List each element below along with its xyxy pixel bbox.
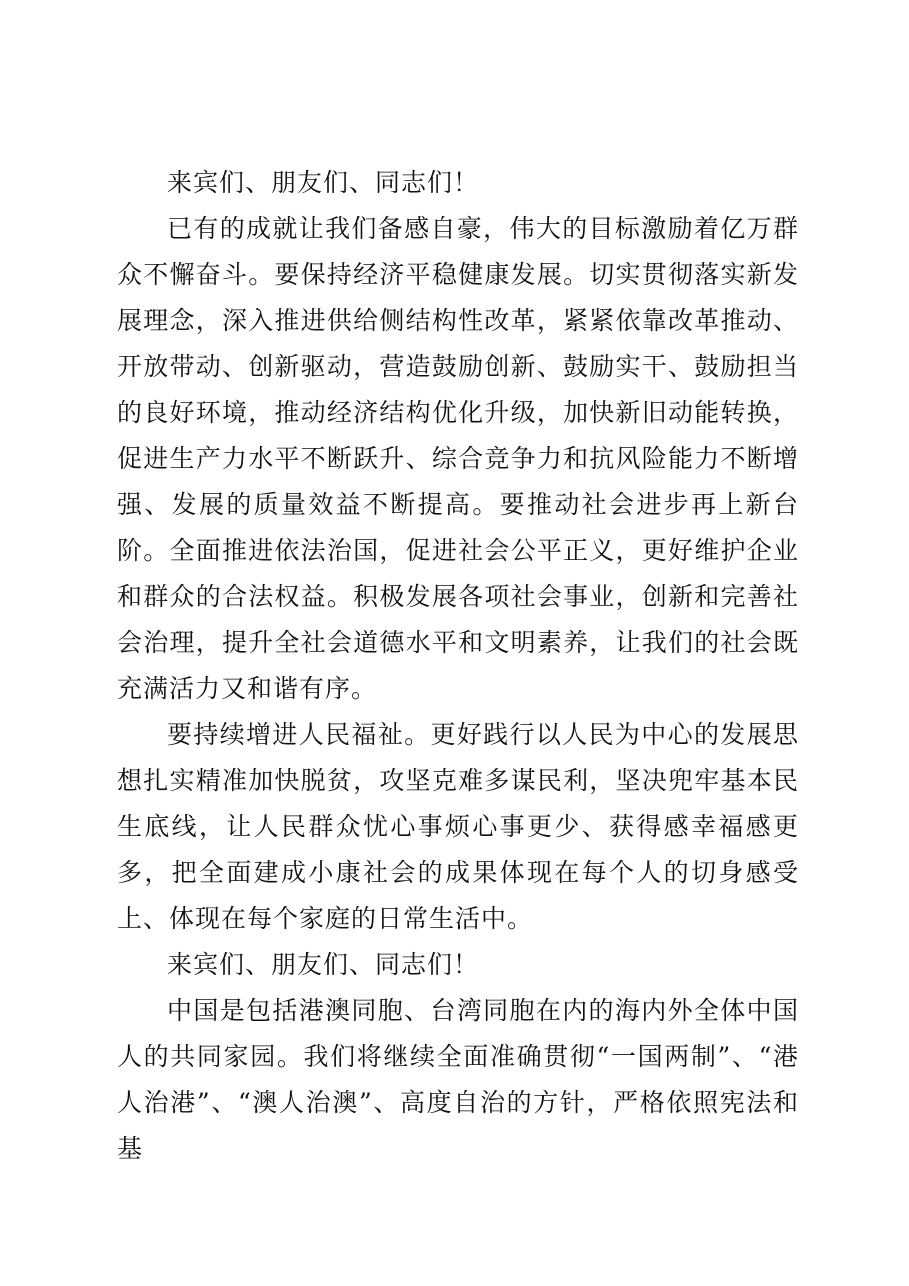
paragraph-economy: 已有的成就让我们备感自豪，伟大的目标激励着亿万群众不懈奋斗。要保持经济平稳健康发展。切实贯彻落实新发展理念，深入推进供给侧结构性改革，紧紧依靠改革推动、开放带动、创新驱动，营造鼓励创新、鼓励实干、鼓励担当的良好环境，推动经济结构优化升级，加快新旧动能转换，促进生产力水平不断跃升、综合竞争力和抗风险能力不断增强、发展的质量效益不断提高。要推动社会进步再上新台阶。全面推进依法治国，促进社会公平正义，更好维护企业和群众的合法权益。积极发展各项社会事业，创新和完善社会治理，提升全社会道德水平和文明素养，让我们的社会既充满活力又和谐有序。 [117,214,799,703]
paragraph-greeting-1: 来宾们、朋友们、同志们！ [167,168,480,197]
paragraph-homeland: 中国是包括港澳同胞、台湾同胞在内的海内外全体中国人的共同家园。我们将继续全面准确贯彻“一国两制”、“港人治港”、“澳人治澳”、高度自治的方针，严格依照宪法和基 [117,996,799,1163]
document-body [117,160,799,1172]
paragraph-greeting-2: 来宾们、朋友们、同志们！ [167,950,480,979]
paragraph-welfare: 要持续增进人民福祉。更好践行以人民为中心的发展思想扎实精准加快脱贫，攻坚克难多谋民利，坚决兜牢基本民生底线，让人民群众忧心事烦心事更少、获得感幸福感更多，把全面建成小康社会的成果体现在每个人的切身感受上、体现在每个家庭的日常生活中。 [117,720,799,933]
